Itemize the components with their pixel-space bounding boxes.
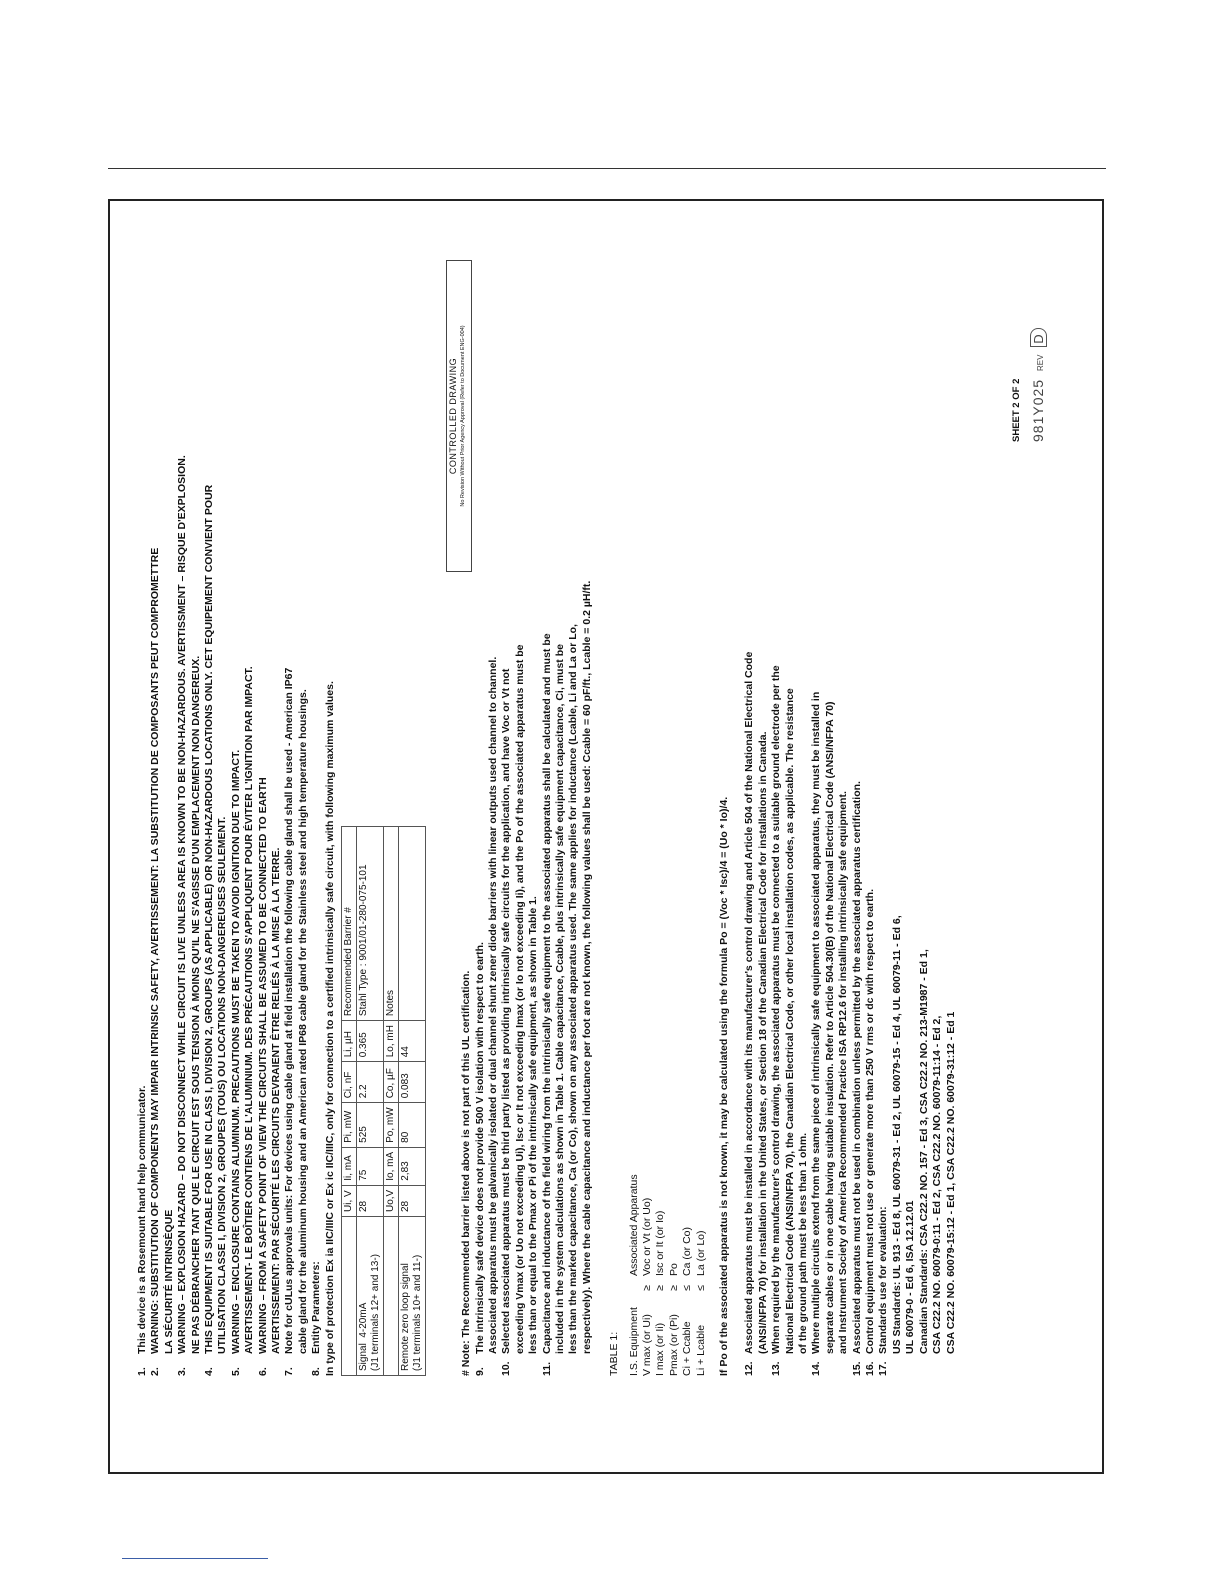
note-item xyxy=(770,236,810,1376)
note-item xyxy=(743,236,770,1376)
table-cell: 0.365 xyxy=(357,1021,384,1062)
note-line: This device is a Rosemount hand help communicator. xyxy=(136,1085,148,1354)
note-text xyxy=(864,236,877,1354)
table-cell: V max (or Ui) xyxy=(640,1314,653,1376)
note-line: Entity Parameters: xyxy=(310,1261,323,1354)
note-line: included in the system calculations as shown in Table 1. Cable capacitance, Ccable, plus intrinsically safe equipment capacitance, Ci, must be xyxy=(553,644,566,1354)
note-item xyxy=(176,236,203,1376)
note-line: Control equipment must not use or generate more than 250 V rms or dc with respect to earth. xyxy=(864,888,877,1354)
table-cell: Signal 4-20mA (J1 terminals 12+ and 13-) xyxy=(357,1217,384,1376)
note-item xyxy=(257,236,284,1376)
note-line: and Instrument Society of America Recommended Practice ISA RP12.6 for installing intrinsically safe equipment. xyxy=(837,791,850,1354)
note-line: WARNING – FROM A SAFETY POINT OF VIEW THE CIRCUITS SHALL BE ASSUMED TO BE CONNECTED TO EARTH xyxy=(256,777,269,1354)
note-line: respectively). Where the cable capacitance and inductance per foot are not known, the following values shall be used: Ccable = 60 pF/ft., Lcable = 0.2 µH/ft. xyxy=(580,580,593,1354)
note-line: separate cables or in one cable having suitable insulation. Refer to Article 504.30(B) of the National Electrical Code (ANSI/NFPA 70) xyxy=(823,701,836,1354)
table-row xyxy=(384,827,399,1376)
note-item xyxy=(230,236,257,1376)
note-number: 8. xyxy=(310,1367,323,1376)
rotated-sheet xyxy=(110,201,1102,1472)
note-line: National Electrical Code (ANSI/NFPA 70), the Canadian Electrical Code, or other local installation codes, as applicable. The resistance xyxy=(783,688,796,1354)
table-cell: Ci, nF xyxy=(342,1062,357,1103)
entity-intro: In type of protection Ex ia IIC/IIIC or Ex ic IIC/IIIC, only for connection to a certified intrinsically safe circuit, with following maximum values. xyxy=(323,681,336,1376)
note-item xyxy=(541,236,595,1376)
note-item xyxy=(864,236,877,1376)
entity-parameters-table xyxy=(341,826,426,1376)
table-cell: Isc or It (or Io) xyxy=(654,1210,667,1276)
footer-link-rule xyxy=(122,1558,268,1559)
note-line: Canadian Standards: CSA C22.2 NO. 157 - Ed 3, CSA C22.2 NO. 213-M1987 - Ed 1, xyxy=(917,949,930,1354)
table-cell: Po, mW xyxy=(384,1103,399,1148)
note-number: 3. xyxy=(176,1367,189,1376)
note-line: less than the marked capacitance, Ca (or Co), shown on any associated apparatus used. The same applies for inductance (Lcable, Li and La or Lo, xyxy=(567,624,580,1354)
table-cell: Ca (or Co) xyxy=(681,1226,694,1276)
drawing-frame xyxy=(108,199,1104,1474)
table-row xyxy=(641,236,654,1376)
note-number: 16. xyxy=(864,1361,877,1376)
table-cell: Li + Lcable xyxy=(694,1324,707,1376)
table-cell xyxy=(384,1217,399,1376)
table-cell: La (or Lo) xyxy=(694,1230,707,1276)
note-number: 6. xyxy=(256,1367,269,1376)
note-line: Associated apparatus must be installed in accordance with its manufacturer's control drawing and Article 504 of the National Electrical Code xyxy=(743,651,756,1354)
document-number-block xyxy=(1030,328,1047,442)
document-number: 981Y025 xyxy=(1030,378,1046,442)
note-line: Where multiple circuits extend from the same piece of intrinsically safe equipment to associated apparatus, they must be installed in xyxy=(810,691,823,1354)
revision-letter: D xyxy=(1030,328,1047,346)
table-cell: ≤ xyxy=(694,1285,707,1291)
note-item xyxy=(310,236,323,1376)
table-cell: Stahl Type : 9001/01-280-075-101 xyxy=(357,827,384,1021)
table-1 xyxy=(608,236,708,1376)
table-cell: 0.083 xyxy=(399,1062,426,1103)
table-cell: ≥ xyxy=(667,1285,680,1291)
note-text xyxy=(810,236,850,1354)
table-cell xyxy=(399,827,426,1021)
table-1-header xyxy=(628,236,641,1376)
note-line: AVERTISSEMENT- LE BOÎTIER CONTIENS DE L'ALUMINIUM. DES PRÉCAUTIONS S'APPLIQUENT POUR ÉVITER L'IGNITION PAR IMPACT. xyxy=(243,666,256,1354)
note-number: 5. xyxy=(229,1367,242,1376)
table-cell xyxy=(628,1276,641,1300)
formula-note: If Po of the associated apparatus is not known, it may be calculated using the formula Po = (Voc * Isc)/4 = (Uo * Io)/4. xyxy=(718,796,730,1376)
note-number: 1. xyxy=(136,1367,148,1376)
table-cell: ≤ xyxy=(681,1285,694,1291)
note-line: THIS EQUIPMENT IS SUITABLE FOR USE IN CLASS I, DIVISION 2, GROUPS (AS APPLICABLE) OR NON-HAZARDOUS LOCATIONS ONLY. CET EQUIPEMENT CONVIENT POUR xyxy=(203,484,216,1354)
note-text xyxy=(851,236,864,1354)
note-line: (ANSI/NFPA 70) for installation in the United States, or Section 18 of the Canadian Electrical Code for installations in Canada. xyxy=(756,731,769,1354)
note-line: Standards use for evaluation: xyxy=(877,1206,890,1354)
note-line: cable gland for the aluminum housing and an American rated IP68 cable gland for the Stainless steel and high temperature housings. xyxy=(296,689,309,1354)
notes-mid xyxy=(474,236,595,1376)
stamp-subtitle: No Revision Without Prior Agency Approval (Refer to Document ENG-004) xyxy=(460,325,466,507)
note-number: 14. xyxy=(810,1361,823,1376)
note-text xyxy=(230,236,257,1354)
note-line: less than or equal to the Pmax or Pi of the intrinsically safe equipment, as shown in Table 1. xyxy=(527,896,540,1354)
table-cell: Uo,V xyxy=(384,1185,399,1216)
table-row xyxy=(357,827,384,1376)
table-1-title: TABLE 1: xyxy=(608,1331,621,1376)
table-row xyxy=(695,236,708,1376)
table-cell: 2,83 xyxy=(399,1147,426,1185)
note-number: 11. xyxy=(540,1361,553,1376)
note-text xyxy=(283,236,310,1354)
note-line: CSA C22.2 NO. 60079-15:12 - Ed 1, CSA C22.2 NO. 60079-31:12 - Ed 1 xyxy=(944,1011,957,1354)
table-cell: Ui, V xyxy=(342,1185,357,1216)
note-line: Note for cULus approvals units: For devices using cable gland at field installation the following cable gland shall be used - American IP67 xyxy=(283,667,296,1354)
note-line: WARNING – ENCLOSURE CONTAINS ALUMINUM. PRECAUTIONS MUST BE TAKEN TO AVOID IGNITION DUE TO IMPACT. xyxy=(229,749,242,1354)
note-text xyxy=(474,236,501,1354)
note-text xyxy=(203,236,230,1354)
table-cell: I max (or Ii) xyxy=(654,1322,667,1376)
note-line: of the ground path must be less than 1 ohm. xyxy=(797,1132,810,1354)
table-cell: Voc or Vt (or Uo) xyxy=(640,1197,653,1276)
table-cell: 44 xyxy=(399,1021,426,1062)
note-line: Selected associated apparatus must be third party listed as providing intrinsically safe circuits for the application, and have Voc or Vt not xyxy=(500,668,513,1354)
table-1-rows xyxy=(641,236,708,1376)
table-cell: 28 xyxy=(399,1185,426,1216)
table-cell: Li, µH xyxy=(342,1021,357,1062)
note-line: US Standards: UL 913 - Ed 8, UL 60079-31 - Ed 2, UL 60079-15 - Ed 4, UL 60079-11 - Ed 6, xyxy=(890,915,903,1354)
note-line: AVERTISSEMENT: PAR SÉCURITÉ LES CIRCUITS DEVRAIENT ÊTRE RELIÉS À LA MISE À LA TERRE. xyxy=(270,847,283,1354)
note-line: Capacitance and inductance of the field wiring from the intrinsically safe equipment to the associated apparatus shall be calculated and must be xyxy=(540,633,553,1354)
table-cell: Ii, mA xyxy=(342,1147,357,1185)
stamp-title: CONTROLLED DRAWING xyxy=(448,357,458,475)
note-line: The intrinsically safe device does not provide 500 V isolation with respect to earth. xyxy=(473,942,486,1354)
table-cell: Pmax (or (Pi) xyxy=(667,1314,680,1376)
table-cell: Po xyxy=(667,1263,680,1276)
table-row xyxy=(668,236,681,1376)
note-number: 9. xyxy=(473,1367,486,1376)
note-text xyxy=(149,236,176,1354)
table-cell: 80 xyxy=(399,1103,426,1148)
note-item xyxy=(283,236,310,1376)
note-number: 17. xyxy=(877,1361,890,1376)
note-number: 2. xyxy=(149,1367,162,1376)
note-text xyxy=(500,236,540,1354)
table-cell: Remote zero loop signal (J1 terminals 10+ and 11-) xyxy=(399,1217,426,1376)
note-number: 12. xyxy=(743,1361,756,1376)
note-text xyxy=(310,236,323,1354)
note-number: 13. xyxy=(770,1361,783,1376)
note-text xyxy=(877,236,957,1354)
table-cell: Pi, mW xyxy=(342,1103,357,1148)
note-line: WARNING – EXPLOSION HAZARD – DO NOT DISCONNECT WHILE CIRCUIT IS LIVE UNLESS AREA IS KNOWN TO BE NON-HAZARDOUS. AVERTISSMENT – RISQUE D'EXPLOSION. xyxy=(176,455,189,1354)
table-cell: Notes xyxy=(384,827,399,1021)
note-line: UTILISATION CLASSE I, DIVISION 2, GROUPES (TOUS) OU LOCATIONS NON-DANGEREUSES SEULEMENT. xyxy=(216,816,229,1354)
note-text xyxy=(176,236,203,1354)
note-line: When required by the manufacturer's control drawing, the associated apparatus must be connected to a suitable ground electrode per the xyxy=(770,665,783,1354)
note-line: Associated apparatus must be galvanically isolated or dual channel shunt zener diode barriers with linear outputs used channel to channel. xyxy=(486,656,499,1354)
rev-label: REV xyxy=(1036,354,1045,372)
table-cell: Associated Apparatus xyxy=(627,1174,640,1276)
note-text xyxy=(257,236,284,1354)
note-item xyxy=(500,236,540,1376)
table-cell: Recommended Barrier # xyxy=(342,827,357,1021)
notes-bottom xyxy=(743,236,958,1376)
note-item xyxy=(149,236,176,1376)
note-text xyxy=(136,236,149,1354)
table-cell: I.S. Equipment xyxy=(627,1307,640,1376)
note-line: exceeding Vmax (or Uo not exceeding Ui), Isc or It not exceeding Imax (or Io not exceeding Ii), and the Po of the associated apparatus must be xyxy=(513,644,526,1354)
table-cell: Lo, mH xyxy=(384,1021,399,1062)
note-item xyxy=(474,236,501,1376)
table-row xyxy=(654,236,667,1376)
barrier-note: # Note: The Recommended barrier listed above is not part of this UL certification. xyxy=(460,970,473,1376)
table-cell: ≥ xyxy=(654,1285,667,1291)
note-text xyxy=(743,236,770,1354)
note-line: Associated apparatus must not be used in combination unless permitted by the associated apparatus certification. xyxy=(850,781,863,1354)
table-cell: 28 xyxy=(357,1185,384,1216)
table-cell: Ci + Ccable xyxy=(681,1321,694,1376)
note-text xyxy=(541,236,595,1354)
sheet-number: SHEET 2 OF 2 xyxy=(1011,378,1022,442)
note-line: UL 60079-0 - Ed 6, ISA 12.12.01 xyxy=(904,1200,917,1354)
table-cell: 525 xyxy=(357,1103,384,1148)
table-cell: Io, mA xyxy=(384,1147,399,1185)
notes-top xyxy=(136,236,324,1376)
note-item xyxy=(877,236,957,1376)
note-number: 4. xyxy=(203,1367,216,1376)
note-number: 10. xyxy=(500,1361,513,1376)
controlled-drawing-stamp xyxy=(446,260,472,572)
note-item xyxy=(203,236,230,1376)
table-row xyxy=(681,236,694,1376)
table-cell: Co, µF xyxy=(384,1062,399,1103)
table-cell: ≥ xyxy=(640,1285,653,1291)
table-cell: 75 xyxy=(357,1147,384,1185)
notes-content xyxy=(136,236,958,1376)
table-cell xyxy=(342,1217,357,1376)
note-item xyxy=(810,236,850,1376)
note-line: CSA C22.2 NO. 60079-0:11 - Ed 2, CSA C22.2 NO. 60079-11:14 - Ed 2, xyxy=(931,1015,944,1354)
table-row xyxy=(342,827,357,1376)
table-cell: 2.2 xyxy=(357,1062,384,1103)
note-text xyxy=(770,236,810,1354)
note-line: LA SÉCURITÉ INTRINSÈQUE xyxy=(162,1209,175,1354)
note-number: 15. xyxy=(850,1361,863,1376)
note-number: 7. xyxy=(283,1367,296,1376)
header-rule xyxy=(108,168,1106,169)
note-line: NE PAS DÉBRANCHER TANT QUE LE CIRCUIT EST SOUS TENSION À MOINS QU'IL NE S'AGISSE D'UN EMPLACEMENT NON DANGEREUX. xyxy=(189,655,202,1354)
note-item xyxy=(136,236,149,1376)
note-line: WARNING: SUBSTITUTION OF COMPONENTS MAY IMPAIR INTRINSIC SAFETY, AVERTISSEMENT: LA SUBSTITUTION DE COMPOSANTS PEUT COMPROMETTRE xyxy=(149,547,162,1354)
note-item xyxy=(851,236,864,1376)
table-row xyxy=(399,827,426,1376)
